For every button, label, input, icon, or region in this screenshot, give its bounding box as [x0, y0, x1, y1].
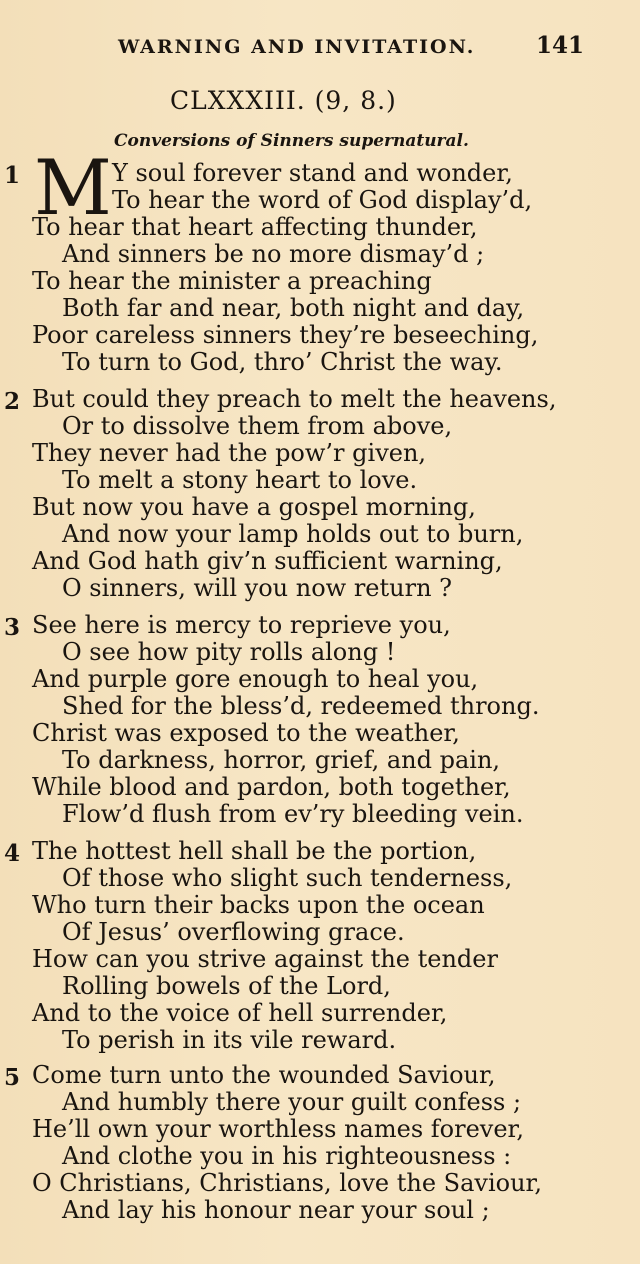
- verse-line: And to the voice of hell surrender,: [32, 999, 448, 1027]
- verse-line: And lay his honour near your soul ;: [62, 1196, 490, 1224]
- verse-line: To hear the minister a preaching: [32, 267, 432, 295]
- stanza-number: 2: [4, 388, 21, 415]
- verse-line: They never had the pow’r given,: [32, 439, 427, 467]
- verse-line: To hear the word of God display’d,: [112, 186, 533, 214]
- verse-line: And sinners be no more dismay’d ;: [62, 240, 485, 268]
- verse-line: Flow’d flush from ev’ry bleeding vein.: [62, 800, 524, 828]
- stanza-number: 5: [4, 1064, 21, 1091]
- verse-line: And humbly there your guilt confess ;: [62, 1088, 522, 1116]
- verse-line: O Christians, Christians, love the Saviour,: [32, 1169, 542, 1197]
- running-head: [0, 32, 640, 64]
- verse-line: O see how pity rolls along !: [62, 638, 396, 666]
- stanza-number: 3: [4, 614, 21, 641]
- verse-line: Who turn their backs upon the ocean: [32, 891, 485, 919]
- verse-line: O sinners, will you now return ?: [62, 574, 453, 602]
- verse-line: Christ was exposed to the weather,: [32, 719, 460, 747]
- verse-line: Of those who slight such tenderness,: [62, 864, 513, 892]
- verse-line: To darkness, horror, grief, and pain,: [62, 746, 501, 774]
- verse-line: Of Jesus’ overflowing grace.: [62, 918, 405, 946]
- running-title: WARNING AND INVITATION.: [118, 36, 476, 58]
- hymn-number: CLXXXIII. (9, 8.): [170, 86, 397, 115]
- verse-line: The hottest hell shall be the portion,: [32, 837, 477, 865]
- verse-line: And purple gore enough to heal you,: [32, 665, 479, 693]
- verse-line: Y soul forever stand and wonder,: [112, 159, 513, 187]
- verse-line: To melt a stony heart to love.: [62, 466, 418, 494]
- verse-line: How can you strive against the tender: [32, 945, 498, 973]
- verse-line: Both far and near, both night and day,: [62, 294, 525, 322]
- stanza-number: 1: [4, 162, 21, 189]
- verse-line: And clothe you in his righteousness :: [62, 1142, 512, 1170]
- verse-line: Poor careless sinners they’re beseeching,: [32, 321, 539, 349]
- verse-line: But could they preach to melt the heavens,: [32, 385, 557, 413]
- verse-line: He’ll own your worthless names forever,: [32, 1115, 524, 1143]
- verse-line: And God hath giv’n sufficient warning,: [32, 547, 503, 575]
- stanza-number: 4: [4, 840, 21, 867]
- verse-line: While blood and pardon, both together,: [32, 773, 511, 801]
- verse-line: To hear that heart affecting thunder,: [32, 213, 478, 241]
- verse-line: To turn to God, thro’ Christ the way.: [62, 348, 503, 376]
- verse-line: Shed for the bless’d, redeemed throng.: [62, 692, 540, 720]
- verse-line: See here is mercy to reprieve you,: [32, 611, 451, 639]
- drop-cap: M: [34, 143, 112, 232]
- verse-line: Rolling bowels of the Lord,: [62, 972, 391, 1000]
- verse-line: And now your lamp holds out to burn,: [62, 520, 524, 548]
- page-number: 141: [536, 32, 585, 59]
- verse-line: Or to dissolve them from above,: [62, 412, 453, 440]
- verse-line: But now you have a gospel morning,: [32, 493, 476, 521]
- verse-line: To perish in its vile reward.: [62, 1026, 397, 1054]
- hymn-subtitle: Conversions of Sinners supernatural.: [114, 131, 469, 151]
- verse-line: Come turn unto the wounded Saviour,: [32, 1061, 496, 1089]
